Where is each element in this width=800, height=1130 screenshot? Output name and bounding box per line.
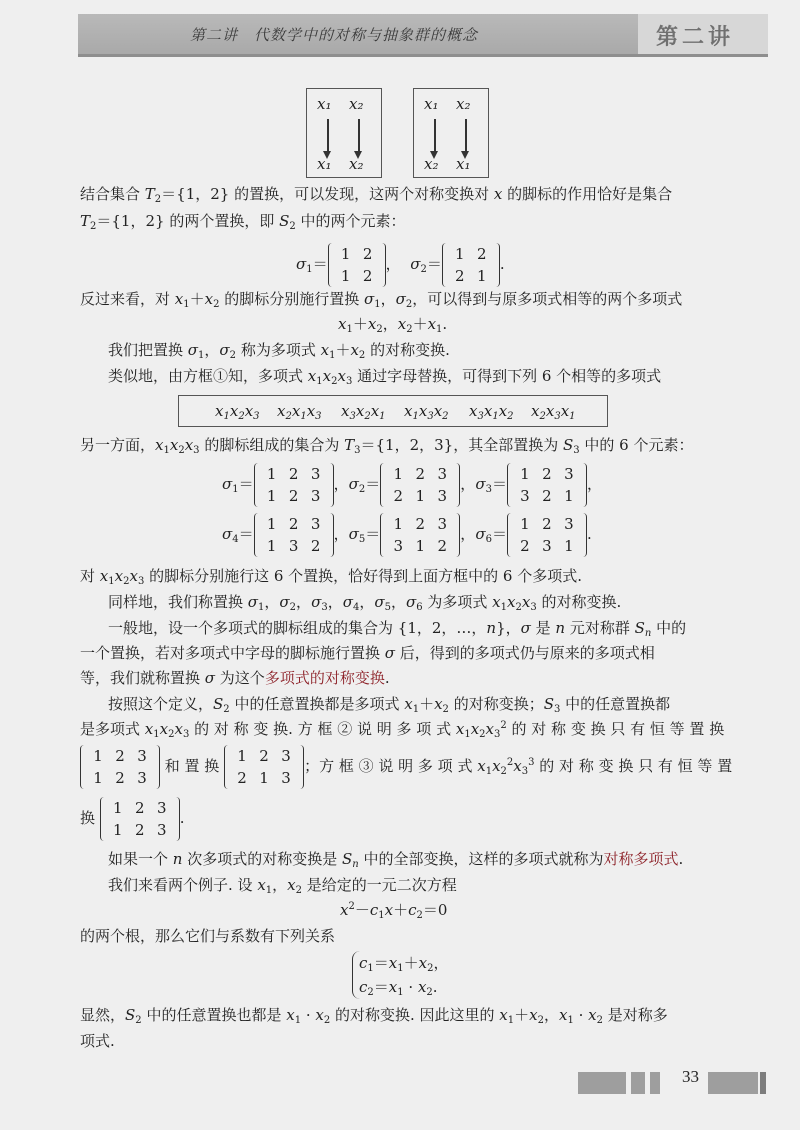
text-line: 我们来看两个例子. 设 $x_1$，$x_2$ 是给定的一元二次方程: [108, 876, 457, 896]
box-var: x₁: [456, 155, 471, 173]
text-line: 一个置换，若对多项式中字母的脚标施行置换 σ 后，得到的多项式仍与原来的多项式相: [80, 644, 655, 662]
box-var: x₁: [317, 155, 332, 173]
chapter-tab-label: 第二讲: [656, 25, 735, 50]
text-line: 反过来看，对 $x_1+x_2$ 的脚标分别施行置换 $\sigma_1$，$\sigma_2$，可以得到与原多项式相等的两个多项式: [80, 290, 683, 310]
text-line: 项式.: [80, 1032, 115, 1050]
text-line: 另一方面，$x_1x_2x_3$ 的脚标组成的集合为 $T_3=\{1$，2，3}，其全部置换为 $S_3$ 中的 6 个元素：: [80, 436, 694, 456]
chapter-tab: [638, 14, 768, 54]
arrow-down-icon: [358, 119, 360, 153]
box-var: x₁: [317, 95, 332, 113]
box-var: x₁: [424, 95, 439, 113]
formula-line: $x_1+x_2$，$x_2+x_1$.: [338, 315, 448, 335]
page-header: [78, 14, 768, 57]
footer-bar: [631, 1072, 645, 1094]
text-line: 类似地，由方框①知，多项式 $x_1x_2x_3$ 通过字母替换，可得到下列 6 个相等的多项式: [108, 367, 662, 387]
footer-bar: [760, 1072, 766, 1094]
permutation-box-identity: [306, 88, 382, 178]
chapter-title: 第二讲 代数学中的对称与抽象群的概念: [190, 26, 479, 44]
text-line-matrices: 换 1 2 3 1 2 3.: [80, 799, 185, 839]
footer-bar: [578, 1072, 626, 1094]
text-line: 对 $x_1x_2x_3$ 的脚标分别施行这 6 个置换，恰好得到上面方框中的 6 个多项式.: [80, 567, 583, 587]
text-line: 我们把置换 $\sigma_1$，$\sigma_2$ 称为多项式 $x_1+x_2$ 的对称变换.: [108, 341, 450, 361]
six-polynomials-box: $x_1x_2x_3$ $x_2x_1x_3$ $x_3x_2x_1$ $x_1x_3x_2$ $x_3x_1x_2$ $x_2x_3x_1$: [178, 395, 608, 427]
text-line: 显然，$S_2$ 中的任意置换也都是 $x_1 \cdot x_2$ 的对称变换. 因此这里的 $x_1+x_2$，$x_1 \cdot x_2$ 是对称多: [80, 1006, 668, 1026]
text-line-matrices: 1 2 3 1 2 3 和 置 换 1 2 3 2 1 3；方 框 ③ 说 明 多 项 式 $x_1x_2^2x_3^3$ 的 对 称 变 换 只 有 恒 等 置: [80, 744, 732, 789]
text-line: 按照这个定义，$S_2$ 中的任意置换都是多项式 $x_1+x_2$ 的对称变换；$S_3$ 中的任意置换都: [108, 695, 671, 715]
text-line: $T_2=\{1$，2} 的两个置换，即 $S_2$ 中的两个元素：: [80, 212, 406, 232]
page-number: 33: [682, 1067, 699, 1086]
arrow-down-icon: [434, 119, 436, 153]
formula-sigma-row2: $\sigma_4=1$ 2 3 1 3 2，$\sigma_5=1$ 2 3 3 1 2，$\sigma_6=1$ 2 3 2 3 1.: [222, 515, 592, 555]
box-var: x₂: [349, 95, 364, 113]
text-line: 同样地，我们称置换 $\sigma_1$，$\sigma_2$，$\sigma_3$，$\sigma_4$，$\sigma_5$，$\sigma_6$ 为多项式 $x_1x_2x_3$ 的对称变换.: [108, 593, 622, 613]
formula-sigma-row1: $\sigma_1=1$ 2 3 1 2 3，$\sigma_2=1$ 2 3 2 1 3，$\sigma_3=1$ 2 3 3 2 1，: [222, 465, 602, 505]
text-line: 等，我们就称置换 σ 为这个多项式的对称变换.: [80, 669, 390, 687]
box-var: x₂: [456, 95, 471, 113]
footer-bar: [650, 1072, 660, 1094]
box-var: x₂: [424, 155, 439, 173]
formula-vieta: $c_1=x_1+x_2$， $c_2=x_1 \cdot x_2$.: [352, 951, 449, 999]
text-line: 结合集合 $T_2=\{1$，2} 的置换，可以发现，这两个对称变换对 x 的脚标的作用恰好是集合: [80, 185, 673, 205]
formula-sigma-s2: $\sigma_1=1$ 2 1 2， $\sigma_2=1$ 2 2 1.: [296, 245, 505, 285]
arrow-down-icon: [465, 119, 467, 153]
arrow-down-icon: [327, 119, 329, 153]
box-var: x₂: [349, 155, 364, 173]
text-line: 一般地，设一个多项式的脚标组成的集合为 {1，2，…，n}，σ 是 n 元对称群 $S_n$ 中的: [108, 619, 687, 639]
text-line: 是多项式 $x_1x_2x_3$ 的 对 称 变 换. 方 框 ② 说 明 多 项 式 $x_1x_2x_3^2$ 的 对 称 变 换 只 有 恒 等 置 换: [80, 720, 725, 740]
text-line: 如果一个 n 次多项式的对称变换是 $S_n$ 中的全部变换，这样的多项式就称为对称多项式.: [108, 850, 684, 870]
text-line: 的两个根，那么它们与系数有下列关系: [80, 927, 336, 945]
permutation-box-swap: [413, 88, 489, 178]
footer-bar: [708, 1072, 758, 1094]
formula-quadratic: $x^2-c_1x+c_2=0$: [340, 901, 448, 921]
